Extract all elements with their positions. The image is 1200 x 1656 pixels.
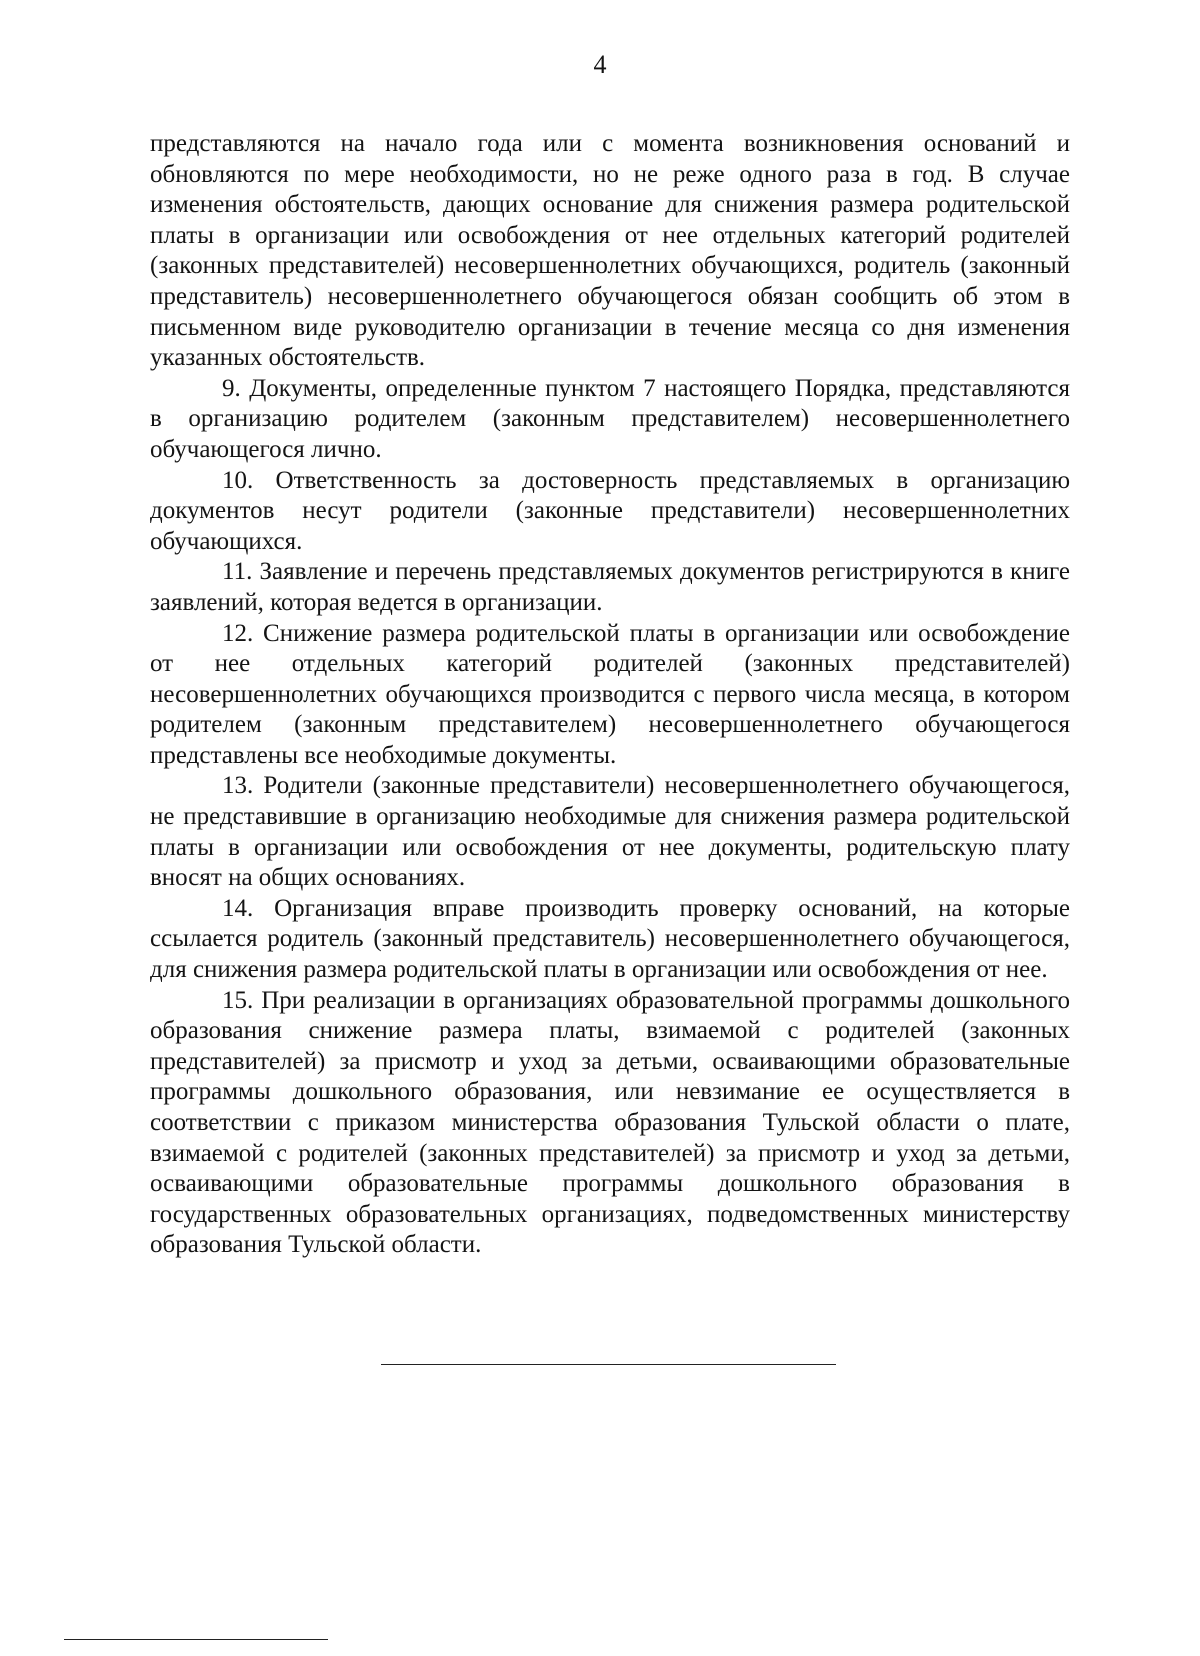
footnote-rule xyxy=(64,1639,328,1640)
paragraph-item-12: 12. Снижение размера родительской платы в организации или освобождение от нее отдельных категорий родителей (законных представителей) несовершеннолетних обучающихся производится с первого числа месяца, в котором родителем (законным представителем) несовершеннолетнего обучающегося представлены все необходимые документы. xyxy=(150,619,1070,769)
document-body xyxy=(150,129,1070,1261)
paragraph-continuation: представляются на начало года или с момента возникновения оснований и обновляются по мере необходимости, но не реже одного раза в год. В случае изменения обстоятельств, дающих основание для снижения размера родительской платы в организации или освобождения от нее отдельных категорий родителей (законных представителей) несовершеннолетних обучающихся, родитель (законный представитель) несовершеннолетнего обучающегося обязан сообщить об этом в письменном виде руководителю организации в течение месяца со дня изменения указанных обстоятельств. xyxy=(150,130,1070,372)
paragraph-item-15: 15. При реализации в организациях образовательной программы дошкольного образования снижение размера платы, взимаемой с родителей (законных представителей) за присмотр и уход за детьми, осваивающими образовательные программы дошкольного образования, или невзимание ее осуществляется в соответствии с приказом министерства образования Тульской области о плате, взимаемой с родителей (законных представителей) за присмотр и уход за детьми, осваивающими образовательные программы дошкольного образования в государственных образовательных организациях, подведомственных министерству образования Тульской области. xyxy=(150,986,1070,1259)
paragraph-item-11: 11. Заявление и перечень представляемых документов регистрируются в книге заявлений, которая ведется в организации. xyxy=(150,558,1070,616)
page-number: 4 xyxy=(593,50,607,79)
paragraph-item-14: 14. Организация вправе производить проверку оснований, на которые ссылается родитель (законный представитель) несовершеннолетнего обучающегося, для снижения размера родительской платы в организации или освобождения от нее. xyxy=(150,894,1070,984)
end-of-text-rule xyxy=(381,1364,836,1365)
paragraph-item-9: 9. Документы, определенные пунктом 7 настоящего Порядка, представляются в организацию родителем (законным представителем) несовершеннолетнего обучающегося лично. xyxy=(150,374,1070,463)
paragraph-item-10: 10. Ответственность за достоверность представляемых в организацию документов несут родители (законные представители) несовершеннолетних обучающихся. xyxy=(150,466,1070,555)
paragraph-item-13: 13. Родители (законные представители) несовершеннолетнего обучающегося, не представившие в организацию необходимые для снижения размера родительской платы в организации или освобождения от нее документы, родительскую плату вносят на общих основаниях. xyxy=(150,772,1070,892)
